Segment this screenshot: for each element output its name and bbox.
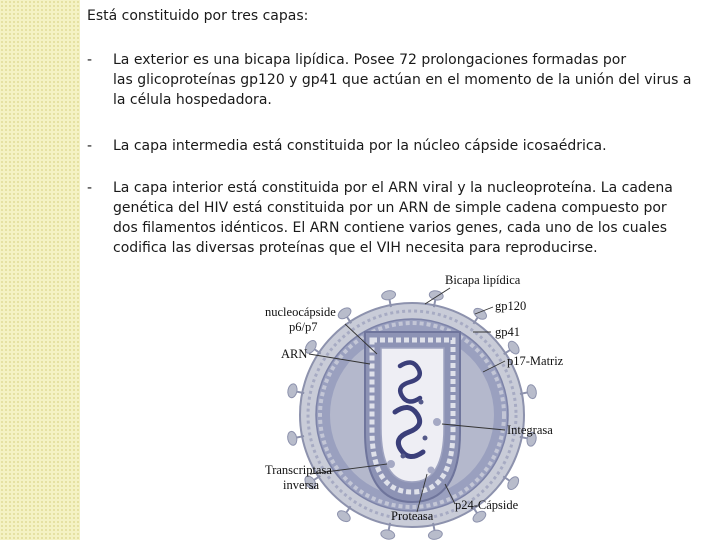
hiv-structure-diagram xyxy=(255,262,595,540)
gp120-knob xyxy=(336,509,353,524)
text-line: genética del HIV está constituida por un ARN de simple cadena compuesto por xyxy=(113,200,667,216)
slide-content xyxy=(87,6,713,256)
text-line: las glicoproteínas gp120 y gp41 que actúan en el momento de la unión del virus a xyxy=(113,72,692,88)
list-bullet: - xyxy=(87,52,93,68)
label-integrasa: Integrasa xyxy=(507,423,553,437)
label-nucleocapside: nucleocápside xyxy=(265,305,336,319)
label-p6p7: p6/p7 xyxy=(289,320,318,334)
list-item-text xyxy=(113,178,713,258)
capsid xyxy=(365,332,460,502)
label-proteasa: Proteasa xyxy=(391,509,434,523)
gp120-knob xyxy=(287,383,299,399)
gp120-knob xyxy=(428,529,443,540)
gp120-knob xyxy=(472,306,489,321)
gp120-knob xyxy=(381,290,396,302)
label-inversa: inversa xyxy=(283,478,320,492)
text-line: codifica las diversas proteínas que el VIH necesita para reproducirse. xyxy=(113,240,598,256)
gp120-knob xyxy=(380,529,396,540)
list-item-text xyxy=(113,50,713,110)
label-arn: ARN xyxy=(281,347,308,361)
gp120-knob xyxy=(287,431,299,446)
label-bicapa-lipidica: Bicapa lipídica xyxy=(445,273,521,287)
label-gp41: gp41 xyxy=(495,325,520,339)
decorative-left-strip xyxy=(0,0,80,540)
text-line: La capa interior está constituida por el ARN viral y la nucleoproteína. La cadena xyxy=(113,180,673,196)
gp120-knob xyxy=(526,384,538,399)
label-gp120: gp120 xyxy=(495,299,527,313)
gp120-knob xyxy=(428,290,444,302)
label-p17-matriz: p17-Matriz xyxy=(507,354,564,368)
text-line: la célula hospedadora. xyxy=(113,92,272,108)
label-transcriptasa: Transcriptasa xyxy=(265,463,332,477)
intro-text: Está constituido por tres capas: xyxy=(87,8,309,24)
label-p24-capside: p24-Cápside xyxy=(455,498,519,512)
text-line: dos filamentos idénticos. El ARN contiene varios genes, cada uno de los cuales xyxy=(113,220,668,236)
list-item-text xyxy=(113,136,713,156)
gp120-knob xyxy=(336,306,353,321)
text-line: La capa intermedia está constituida por la núcleo cápside icosaédrica. xyxy=(113,138,607,154)
text-line: La exterior es una bicapa lipídica. Posee 72 prolongaciones formadas por xyxy=(113,52,627,68)
list-bullet: - xyxy=(87,180,93,196)
list-bullet: - xyxy=(87,138,93,154)
gp120-knob xyxy=(506,475,521,492)
